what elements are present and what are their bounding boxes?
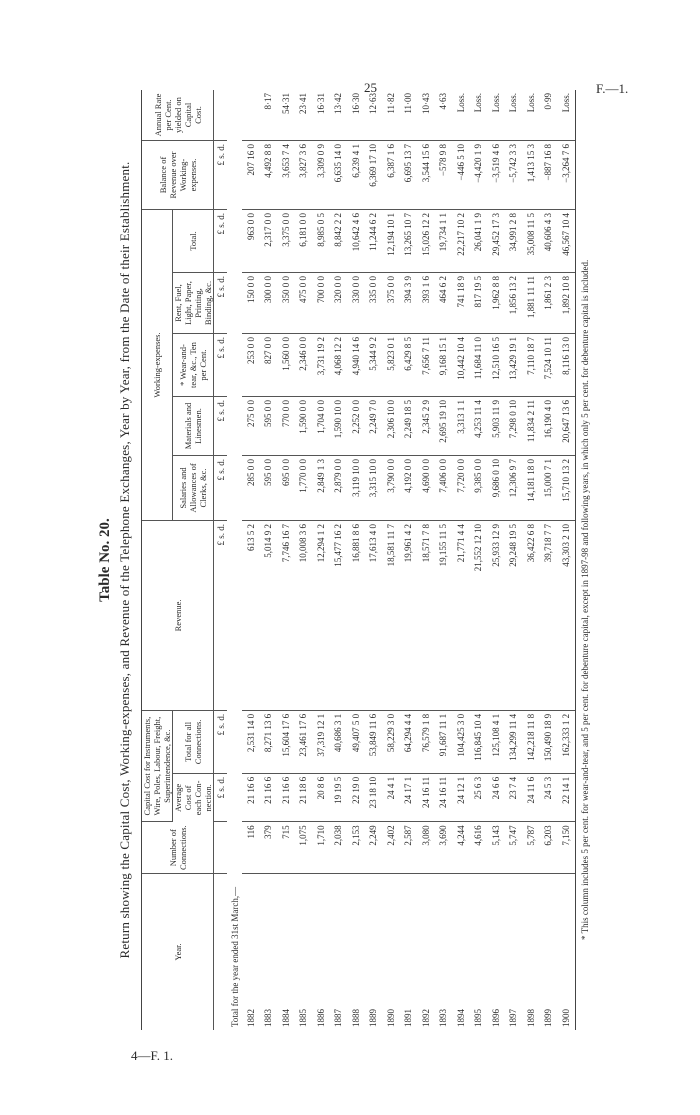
table-title: Table No. 20. xyxy=(97,518,113,602)
cell-rate: 12·63 xyxy=(365,90,383,141)
cell-wear: 7,656 7 11 xyxy=(417,334,435,397)
cell-rate: 10·43 xyxy=(417,90,435,141)
cell-mat: 4,253 11 4 xyxy=(470,397,488,456)
cell-conn: 2,038 xyxy=(330,822,348,874)
cell-rev: 19,961 4 2 xyxy=(400,521,418,711)
cell-avg: 23 18 10 xyxy=(365,773,383,822)
cell-rate: Loss. xyxy=(505,90,523,141)
cell-sal: 2,879 0 0 xyxy=(330,456,348,521)
unit-avg: £ s. d. xyxy=(214,773,228,822)
cell-bal: 207 16 0 xyxy=(242,141,260,210)
cell-cost: 40,686 3 1 xyxy=(330,710,348,773)
cell-sal: 7,406 0 0 xyxy=(435,456,453,521)
cell-cost: 104,425 3 0 xyxy=(452,710,470,773)
cell-tot: 22,217 10 2 xyxy=(452,210,470,273)
cell-wear: 11,684 11 0 xyxy=(470,334,488,397)
header-wear-tear: * Wear-and-tear, &c., Ten per Cent. xyxy=(173,334,214,397)
cell-year: 1899 xyxy=(543,1009,554,1027)
cell-year: 1886 xyxy=(315,1009,326,1027)
cell-conn: 2,249 xyxy=(365,822,383,874)
cell-wear: 5,823 0 1 xyxy=(382,334,400,397)
cell-bal: 6,239 4 1 xyxy=(347,141,365,210)
cell-wear: 1,560 0 0 xyxy=(277,334,295,397)
cell-tot: 963 0 0 xyxy=(242,210,260,273)
cell-wear: 4,940 14 6 xyxy=(347,334,365,397)
cell-tot: 8,842 2 2 xyxy=(330,210,348,273)
cell-conn: 2,402 xyxy=(382,822,400,874)
cell-wear: 13,429 19 1 xyxy=(505,334,523,397)
cell-rent: 1,881 11 11 xyxy=(522,273,540,334)
table-row xyxy=(417,90,435,1030)
cell-bal: 3,544 15 6 xyxy=(417,141,435,210)
cell-bal: 3,309 0 9 xyxy=(312,141,330,210)
cell-rev: 7,746 16 7 xyxy=(277,521,295,711)
table-row xyxy=(347,90,365,1030)
cell-cost: 23,461 17 6 xyxy=(295,710,313,773)
cell-cost: 76,579 1 8 xyxy=(417,710,435,773)
cell-cost: 162,333 1 2 xyxy=(557,710,575,773)
cell-mat: 595 0 0 xyxy=(260,397,278,456)
table-row xyxy=(487,90,505,1030)
cell-conn: 715 xyxy=(277,822,295,874)
footnote: * This column includes 5 per cent. for wear-and-tear, and 5 per cent. for debenture capital, except in 1897-98 and following years, in which only 5 per cent. for debenture capital is included. xyxy=(579,259,590,940)
cell-sal: 9,385 0 0 xyxy=(470,456,488,521)
cell-sal: 1,770 0 0 xyxy=(295,456,313,521)
cell-bal: 6,387 1 6 xyxy=(382,141,400,210)
cell-rent: 817 19 5 xyxy=(470,273,488,334)
table-row xyxy=(365,90,383,1030)
unit-total: £ s. d. xyxy=(214,210,228,273)
header-avg-cost: Average Cost of each Con-nection. xyxy=(173,773,214,822)
cell-year: 1892 xyxy=(420,1009,431,1027)
cell-rent: 375 0 0 xyxy=(382,273,400,334)
caption-row xyxy=(227,90,242,1030)
cell-rate: 0·99 xyxy=(540,90,558,141)
cell-tot: 10,642 4 6 xyxy=(347,210,365,273)
cell-cost: 142,218 11 8 xyxy=(522,710,540,773)
header-year: Year. xyxy=(142,874,214,1031)
cell-sal: 695 0 0 xyxy=(277,456,295,521)
cell-tot: 19,734 1 1 xyxy=(435,210,453,273)
cell-rate: 8·17 xyxy=(260,90,278,141)
cell-rate: Loss. xyxy=(522,90,540,141)
header-working-expenses: Working-expenses. xyxy=(142,210,173,521)
cell-rev: 17,613 4 0 xyxy=(365,521,383,711)
cell-rate: Loss. xyxy=(557,90,575,141)
table-row xyxy=(277,90,295,1030)
cell-bal: −3,519 4 6 xyxy=(487,141,505,210)
cell-bal: 3,827 3 6 xyxy=(295,141,313,210)
cell-conn: 2,587 xyxy=(400,822,418,874)
cell-mat: 3,313 1 1 xyxy=(452,397,470,456)
cell-cost: 134,299 11 4 xyxy=(505,710,523,773)
cell-conn: 5,143 xyxy=(487,822,505,874)
table-row xyxy=(260,90,278,1030)
cell-conn: 3,690 xyxy=(435,822,453,874)
cell-cost: 58,229 3 0 xyxy=(382,710,400,773)
cell-conn: 1,075 xyxy=(295,822,313,874)
unit-revenue: £ s. d. xyxy=(214,521,228,711)
cell-rev: 36,422 6 8 xyxy=(522,521,540,711)
cell-tot: 8,985 0 5 xyxy=(312,210,330,273)
cell-rev: 15,477 16 2 xyxy=(330,521,348,711)
cell-mat: 2,345 2 9 xyxy=(417,397,435,456)
cell-rent: 150 0 0 xyxy=(242,273,260,334)
cell-bal: −3,264 7 6 xyxy=(557,141,575,210)
cell-cost: 8,271 13 6 xyxy=(260,710,278,773)
unit-rent: £ s. d. xyxy=(214,273,228,334)
cell-rev: 5,014 9 2 xyxy=(260,521,278,711)
cell-cost: 64,294 4 4 xyxy=(400,710,418,773)
cell-rent: 1,892 10 8 xyxy=(557,273,575,334)
table-caption: Total for the year ended 31st March,— xyxy=(229,886,240,1027)
telephone-exchanges-table xyxy=(141,90,576,1030)
table-body xyxy=(214,90,576,1030)
cell-rent: 393 1 6 xyxy=(417,273,435,334)
cell-cost: 49,407 5 0 xyxy=(347,710,365,773)
cell-wear: 253 0 0 xyxy=(242,334,260,397)
cell-bal: 3,653 7 4 xyxy=(277,141,295,210)
cell-rate: Loss. xyxy=(487,90,505,141)
cell-wear: 7,524 10 11 xyxy=(540,334,558,397)
unit-salaries: £ s. d. xyxy=(214,456,228,521)
cell-sal: 3,315 10 0 xyxy=(365,456,383,521)
cell-bal: −578 9 8 xyxy=(435,141,453,210)
cell-year: 1897 xyxy=(508,1009,519,1027)
cell-avg: 21 16 6 xyxy=(260,773,278,822)
cell-year: 1896 xyxy=(490,1009,501,1027)
table-row xyxy=(242,90,260,1030)
cell-sal: 3,790 0 0 xyxy=(382,456,400,521)
cell-tot: 40,606 4 3 xyxy=(540,210,558,273)
cell-wear: 9,168 15 1 xyxy=(435,334,453,397)
cell-wear: 3,731 19 2 xyxy=(312,334,330,397)
cell-mat: 2,306 10 0 xyxy=(382,397,400,456)
cell-conn: 6,203 xyxy=(540,822,558,874)
cell-avg: 20 8 6 xyxy=(312,773,330,822)
cell-bal: −4,420 1 9 xyxy=(470,141,488,210)
table-row xyxy=(435,90,453,1030)
cell-year: 1883 xyxy=(263,1009,274,1027)
table-row xyxy=(470,90,488,1030)
cell-conn: 4,244 xyxy=(452,822,470,874)
cell-tot: 2,317 0 0 xyxy=(260,210,278,273)
cell-year: 1888 xyxy=(350,1009,361,1027)
cell-sal: 4,690 0 0 xyxy=(417,456,435,521)
cell-avg: 21 16 6 xyxy=(242,773,260,822)
cell-wear: 5,344 9 2 xyxy=(365,334,383,397)
table-row xyxy=(330,90,348,1030)
cell-rev: 39,718 7 7 xyxy=(540,521,558,711)
cell-bal: −5,742 3 3 xyxy=(505,141,523,210)
cell-sal: 9,686 0 10 xyxy=(487,456,505,521)
header-materials: Materials and Linesmen. xyxy=(173,397,214,456)
cell-tot: 34,991 2 8 xyxy=(505,210,523,273)
cell-sal: 3,119 10 0 xyxy=(347,456,365,521)
table-row xyxy=(540,90,558,1030)
cell-wear: 12,510 16 5 xyxy=(487,334,505,397)
cell-rev: 18,581 11 7 xyxy=(382,521,400,711)
cell-cost: 150,490 18 9 xyxy=(540,710,558,773)
cell-avg: 24 5 3 xyxy=(540,773,558,822)
cell-avg: 24 16 11 xyxy=(417,773,435,822)
table-subtitle: Return showing the Capital Cost, Working-expenses, and Revenue of the Telephone Exchanges, Year by Year, from the Date of their Establishment. xyxy=(117,161,132,959)
cell-year: 1889 xyxy=(368,1009,379,1027)
cell-rent: 1,856 13 2 xyxy=(505,273,523,334)
cell-sal: 2,849 1 3 xyxy=(312,456,330,521)
cell-bal: −446 5 10 xyxy=(452,141,470,210)
cell-sal: 15,000 7 1 xyxy=(540,456,558,521)
cell-rent: 475 0 0 xyxy=(295,273,313,334)
cell-rent: 350 0 0 xyxy=(277,273,295,334)
table-row xyxy=(522,90,540,1030)
cell-sal: 4,192 0 0 xyxy=(400,456,418,521)
cell-mat: 16,190 4 0 xyxy=(540,397,558,456)
cell-rent: 1,962 8 8 xyxy=(487,273,505,334)
cell-rate xyxy=(242,90,260,141)
cell-avg: 24 11 6 xyxy=(522,773,540,822)
cell-mat: 5,903 11 9 xyxy=(487,397,505,456)
cell-tot: 3,375 0 0 xyxy=(277,210,295,273)
table-row xyxy=(400,90,418,1030)
cell-rate: 4·63 xyxy=(435,90,453,141)
cell-tot: 35,008 11 5 xyxy=(522,210,540,273)
cell-mat: 1,590 0 0 xyxy=(295,397,313,456)
cell-rate: Loss. xyxy=(452,90,470,141)
unit-balance: £ s. d. xyxy=(214,141,228,210)
cell-cost: 116,845 10 4 xyxy=(470,710,488,773)
cell-year: 1891 xyxy=(403,1009,414,1027)
cell-sal: 285 0 0 xyxy=(242,456,260,521)
cell-avg: 19 19 5 xyxy=(330,773,348,822)
cell-year: 1900 xyxy=(557,874,575,1031)
cell-mat: 275 0 0 xyxy=(242,397,260,456)
cell-avg: 24 12 1 xyxy=(452,773,470,822)
cell-sal: 14,181 18 0 xyxy=(522,456,540,521)
header-salaries: Salaries and Allowances of Clerks, &c. xyxy=(173,456,214,521)
cell-rev: 18,571 7 8 xyxy=(417,521,435,711)
cell-wear: 827 0 0 xyxy=(260,334,278,397)
cell-avg: 25 6 3 xyxy=(470,773,488,822)
cell-rev: 29,248 19 5 xyxy=(505,521,523,711)
cell-bal: 6,695 13 7 xyxy=(400,141,418,210)
cell-avg: 24 16 11 xyxy=(435,773,453,822)
cell-mat: 1,704 0 0 xyxy=(312,397,330,456)
cell-wear: 4,068 12 2 xyxy=(330,334,348,397)
cell-tot: 6,181 0 0 xyxy=(295,210,313,273)
cell-year: 1895 xyxy=(473,1009,484,1027)
header-total-cost: Total for all Connections. xyxy=(173,710,214,773)
cell-bal: −887 16 8 xyxy=(540,141,558,210)
cell-rate: 11·82 xyxy=(382,90,400,141)
cell-cost: 2,531 14 0 xyxy=(242,710,260,773)
header-total: Total. xyxy=(173,210,214,273)
rotated-table-page xyxy=(95,90,655,1030)
cell-rev: 16,881 8 6 xyxy=(347,521,365,711)
unit-materials: £ s. d. xyxy=(214,397,228,456)
cell-conn: 379 xyxy=(260,822,278,874)
cell-conn: 2,153 xyxy=(347,822,365,874)
table-row xyxy=(312,90,330,1030)
cell-year: 1885 xyxy=(298,1009,309,1027)
header-revenue: Revenue. xyxy=(142,521,214,711)
cell-mat: 1,590 10 0 xyxy=(330,397,348,456)
cell-conn: 1,710 xyxy=(312,822,330,874)
cell-bal: 4,492 8 8 xyxy=(260,141,278,210)
cell-sal: 595 0 0 xyxy=(260,456,278,521)
cell-rev: 21,771 4 4 xyxy=(452,521,470,711)
cell-year: 1898 xyxy=(525,1009,536,1027)
cell-year: 1893 xyxy=(438,1009,449,1027)
cell-tot: 13,265 10 7 xyxy=(400,210,418,273)
cell-wear: 10,442 10 4 xyxy=(452,334,470,397)
cell-rent: 700 0 0 xyxy=(312,273,330,334)
cell-sal: 12,306 9 7 xyxy=(505,456,523,521)
cell-rate: 54·31 xyxy=(277,90,295,141)
cell-rev: 21,552 12 10 xyxy=(470,521,488,711)
cell-bal: 6,369 17 10 xyxy=(365,141,383,210)
cell-wear: 8,116 13 0 xyxy=(557,334,575,397)
cell-rate: 23·41 xyxy=(295,90,313,141)
cell-rev: 10,008 3 6 xyxy=(295,521,313,711)
cell-mat: 2,249 7 0 xyxy=(365,397,383,456)
cell-rent: 330 0 0 xyxy=(347,273,365,334)
cell-year: 1882 xyxy=(245,1009,256,1027)
header-capital-cost: Capital Cost for Instruments, Wire, Poles, Labour, Freight, Superintendence, &c. xyxy=(142,710,173,822)
cell-tot: 15,026 12 2 xyxy=(417,210,435,273)
cell-sal: 7,720 0 0 xyxy=(452,456,470,521)
units-row xyxy=(214,90,228,1030)
header-rate: Annual Rate per Cent. yielded on Capital Cost. xyxy=(142,90,214,141)
cell-rate: 13·42 xyxy=(330,90,348,141)
cell-bal: 1,413 15 3 xyxy=(522,141,540,210)
cell-cost: 15,604 17 6 xyxy=(277,710,295,773)
header-balance: Balance of Revenue over Working-expenses. xyxy=(142,141,214,210)
cell-rent: 741 18 9 xyxy=(452,273,470,334)
cell-rev: 613 5 2 xyxy=(242,521,260,711)
cell-wear: 6,429 8 5 xyxy=(400,334,418,397)
cell-year: 1890 xyxy=(385,1009,396,1027)
page-number: 25 xyxy=(364,80,377,95)
table-row xyxy=(557,90,575,1030)
cell-mat: 20,647 13 6 xyxy=(557,397,575,456)
table-row xyxy=(452,90,470,1030)
cell-cost: 53,849 11 6 xyxy=(365,710,383,773)
cell-rent: 1,861 2 3 xyxy=(540,273,558,334)
cell-conn: 3,080 xyxy=(417,822,435,874)
cell-mat: 2,249 18 5 xyxy=(400,397,418,456)
header-connections: Number of Connections. xyxy=(142,822,214,874)
cell-conn: 4,616 xyxy=(470,822,488,874)
cell-rent: 464 6 2 xyxy=(435,273,453,334)
cell-mat: 770 0 0 xyxy=(277,397,295,456)
cell-avg: 24 6 6 xyxy=(487,773,505,822)
cell-bal: 6,635 14 0 xyxy=(330,141,348,210)
cell-conn: 7,150 xyxy=(557,822,575,874)
cell-rev: 43,303 2 10 xyxy=(557,521,575,711)
cell-sal: 15,710 13 2 xyxy=(557,456,575,521)
cell-avg: 22 19 0 xyxy=(347,773,365,822)
cell-avg: 23 7 4 xyxy=(505,773,523,822)
title-block xyxy=(97,90,133,1030)
cell-avg: 21 18 6 xyxy=(295,773,313,822)
cell-rate: 11·00 xyxy=(400,90,418,141)
cell-rent: 335 0 0 xyxy=(365,273,383,334)
cell-tot: 11,244 6 2 xyxy=(365,210,383,273)
series-code: F.—1. xyxy=(596,81,629,96)
cell-rent: 394 3 9 xyxy=(400,273,418,334)
cell-wear: 7,110 18 7 xyxy=(522,334,540,397)
table-row xyxy=(505,90,523,1030)
cell-avg: 22 14 1 xyxy=(557,773,575,822)
cell-conn: 116 xyxy=(242,822,260,874)
cell-rate: 16·31 xyxy=(312,90,330,141)
cell-mat: 2,695 19 10 xyxy=(435,397,453,456)
cell-rate: 16·30 xyxy=(347,90,365,141)
sheet-code: 4—F. 1. xyxy=(131,1048,173,1063)
cell-rev: 19,155 11 5 xyxy=(435,521,453,711)
cell-rent: 320 0 0 xyxy=(330,273,348,334)
cell-rev: 12,294 1 2 xyxy=(312,521,330,711)
cell-mat: 2,252 0 0 xyxy=(347,397,365,456)
cell-avg: 24 17 1 xyxy=(400,773,418,822)
cell-conn: 5,787 xyxy=(522,822,540,874)
cell-mat: 7,298 0 10 xyxy=(505,397,523,456)
cell-rate: Loss. xyxy=(470,90,488,141)
cell-rev: 25,933 12 9 xyxy=(487,521,505,711)
cell-year: 1884 xyxy=(280,1009,291,1027)
cell-year: 1894 xyxy=(455,1009,466,1027)
cell-tot: 12,194 10 1 xyxy=(382,210,400,273)
cell-rent: 300 0 0 xyxy=(260,273,278,334)
cell-tot: 26,041 1 9 xyxy=(470,210,488,273)
cell-conn: 5,747 xyxy=(505,822,523,874)
cell-cost: 37,319 12 1 xyxy=(312,710,330,773)
table-row xyxy=(382,90,400,1030)
table-row xyxy=(295,90,313,1030)
cell-avg: 24 4 1 xyxy=(382,773,400,822)
cell-year: 1887 xyxy=(333,1009,344,1027)
cell-avg: 21 16 6 xyxy=(277,773,295,822)
cell-tot: 46,567 10 4 xyxy=(557,210,575,273)
cell-mat: 11,834 2 11 xyxy=(522,397,540,456)
cell-cost: 125,108 4 1 xyxy=(487,710,505,773)
cell-wear: 2,346 0 0 xyxy=(295,334,313,397)
cell-cost: 91,687 11 1 xyxy=(435,710,453,773)
header-rent: Rent, Fuel, Light, Paper, Printing, Binding, &c. xyxy=(173,273,214,334)
cell-tot: 29,452 17 3 xyxy=(487,210,505,273)
unit-total-cost: £ s. d. xyxy=(214,710,228,773)
unit-wear: £ s. d. xyxy=(214,334,228,397)
